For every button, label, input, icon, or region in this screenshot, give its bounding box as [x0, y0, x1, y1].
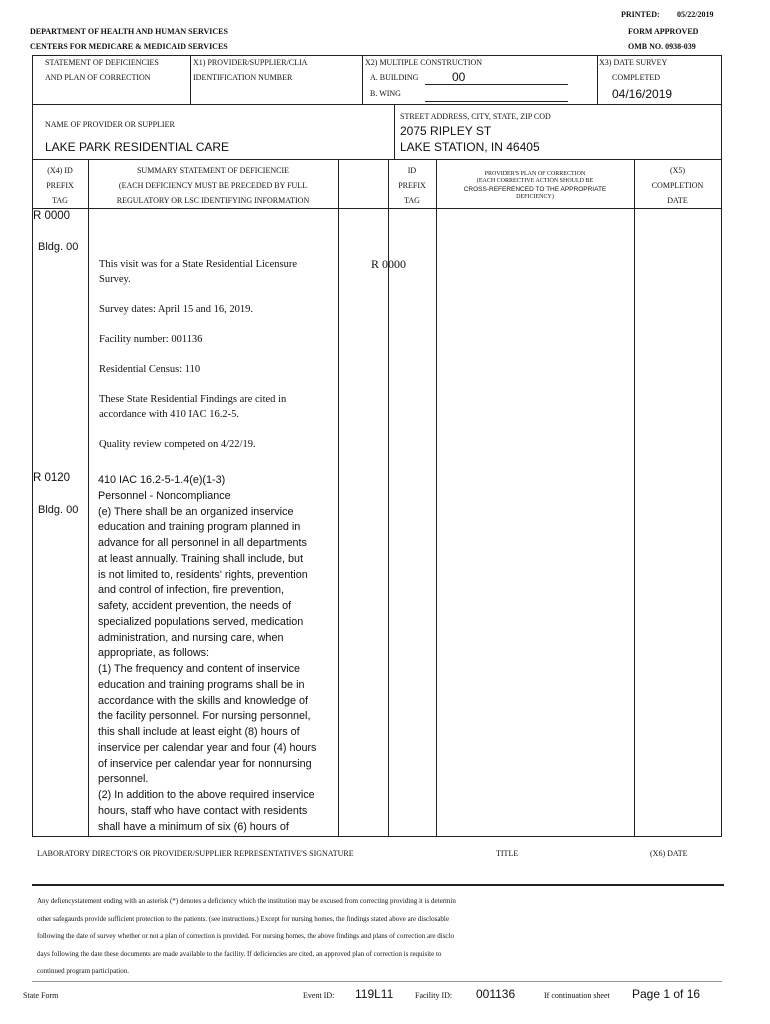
title-label: TITLE: [496, 849, 519, 858]
rule: [32, 208, 722, 209]
rule: [190, 55, 191, 105]
state-form-label: State Form: [23, 991, 59, 1000]
page-number: Page 1 of 16: [632, 987, 701, 1001]
provider-name-label: NAME OF PROVIDER OR SUPPLIER: [45, 120, 175, 129]
building-underline: [425, 84, 568, 85]
footnote-line: following the date of survey whether or not a plan of correction is provided. For nursing homes, the above findings and plans of correction are disclo: [37, 932, 454, 940]
x5-label-2: COMPLETION: [651, 181, 704, 190]
printed-label: PRINTED:: [621, 10, 660, 19]
signature-label: LABORATORY DIRECTOR'S OR PROVIDER/SUPPLIER REPRESENTATIVE'S SIGNATURE: [37, 849, 354, 858]
x3-label-1: X3) DATE SURVEY: [599, 58, 668, 67]
x4-label-2: PREFIX: [46, 181, 74, 190]
entry-tag-2: R 0120: [33, 472, 71, 484]
rule: [88, 159, 89, 836]
entry-text-1: This visit was for a State Residential Licensure Survey. Survey dates: April 15 and 16, 2019. Facility number: 001136 Residential Census: 110 These State Residential Findings are cited in accordance with 410 IAC 16.2-5. Quality review competed on 4/22/19.: [99, 259, 297, 450]
date-label: (X6) DATE: [650, 849, 688, 858]
footnote: [37, 893, 737, 981]
rule: [721, 55, 722, 105]
plan-label-3: CROSS-REFERENCED TO THE APPROPRIATE: [463, 186, 607, 193]
rule: [32, 55, 33, 105]
entry-right-tag-1: R 0000: [371, 257, 407, 271]
form-approved: FORM APPROVED: [628, 27, 699, 36]
rule: [721, 159, 722, 836]
id-label-3: TAG: [404, 196, 420, 205]
rule: [721, 104, 722, 160]
address-line-1: 2075 RIPLEY ST: [400, 124, 492, 138]
provider-name: LAKE PARK RESIDENTIAL CARE: [45, 140, 230, 154]
rule: [32, 836, 722, 837]
wing-label: B. WING: [370, 89, 401, 98]
plan-label-4: DEFICIENCY): [516, 194, 554, 200]
rule: [436, 159, 437, 836]
id-label-1: ID: [407, 166, 417, 175]
rule: [32, 55, 722, 56]
footnote-line: other safegaurds provide sufficient protection to the patients. (see instructions.) Except for nursing homes, the findings stated above are disclosable: [37, 914, 449, 923]
rule: [32, 104, 722, 105]
rule: [362, 55, 363, 105]
plan-label-2: (EACH CORRECTIVE ACTION SHOULD BE: [476, 178, 594, 184]
cms-title: CENTERS FOR MEDICARE & MEDICAID SERVICES: [30, 42, 228, 51]
x4-label-1: (X4) ID: [47, 166, 73, 175]
id-label-2: PREFIX: [398, 181, 426, 190]
address-label: STREET ADDRESS, CITY, STATE, ZIP COD: [400, 112, 551, 121]
rule: [32, 159, 33, 836]
statement-label-1: STATEMENT OF DEFICIENCIES: [45, 58, 159, 67]
summary-label-1: SUMMARY STATEMENT OF DEFICIENCIE: [136, 166, 290, 175]
entry-tag-1: R 0000: [33, 210, 71, 222]
x2-label: X2) MULTIPLE CONSTRUCTION: [365, 58, 483, 67]
wing-underline: [425, 101, 568, 102]
address-line-2: LAKE STATION, IN 46405: [400, 140, 540, 154]
statement-label-2: AND PLAN OF CORRECTION: [45, 73, 151, 82]
rule: [597, 55, 598, 105]
entry-building-1: Bldg. 00: [38, 241, 79, 253]
continuation-label: If continuation sheet: [544, 991, 610, 1000]
signature-bottom-rule: [32, 884, 724, 886]
plan-label-1: PROVIDER'S PLAN OF CORRECTION: [484, 171, 586, 177]
entry-text-2: 410 IAC 16.2-5-1.4(e)(1-3) Personnel - Noncompliance (e) There shall be an organized inservice education and training program planned in advance for all personnel in all departments at least annually. Training shall include, but is not limited to, residents' rights, prevention and control of infection, fire prevention, safety, accident prevention, the needs of specialized populations served, medication administration, and nursing care, when appropriate, as follows: (1) The frequency and content of inservice education and training programs shall be in accordance with the skills and knowledge of the facility personnel. For nursing personnel, this shall include at least eight (8) hours of inservice per calendar year and four (4) hours of inservice per calendar year for nonnursing personnel. (2) In addition to the above required inservice hours, staff who have contact with residents shall have a minimum of six (6) hours of: [98, 474, 317, 833]
x1-label-2: IDENTIFICATION NUMBER: [193, 73, 293, 82]
event-id-value: 119L11: [355, 987, 394, 1001]
rule: [394, 104, 395, 160]
building-label: A. BUILDING: [370, 73, 419, 82]
x4-label-3: TAG: [52, 196, 68, 205]
x3-label-2: COMPLETED: [612, 73, 660, 82]
rule: [338, 159, 339, 836]
facility-id-value: 001136: [476, 987, 516, 1001]
building-value: 00: [452, 70, 466, 84]
event-id-label: Event ID:: [303, 991, 335, 1000]
omb-number: OMB NO. 0938-039: [628, 42, 696, 51]
department-title: DEPARTMENT OF HEALTH AND HUMAN SERVICES: [30, 27, 228, 36]
rule: [32, 159, 722, 160]
footnote-line: days following the date these documents are made available to the facility. If deficiencies are cited, an approved plan of correction is requisite to: [37, 949, 442, 958]
x1-label-1: X1) PROVIDER/SUPPLIER/CLIA: [193, 58, 308, 67]
footnote-line: continued program participation.: [37, 967, 129, 975]
summary-label-2: (EACH DEFICIENCY MUST BE PRECEDED BY FULL: [118, 181, 308, 190]
entry-building-2: Bldg. 00: [38, 504, 79, 516]
survey-completed-date: 04/16/2019: [612, 87, 673, 101]
printed-date: 05/22/2019: [677, 10, 714, 19]
rule: [32, 104, 33, 160]
x5-label-3: DATE: [667, 196, 688, 205]
rule: [634, 159, 635, 836]
x5-label-1: (X5): [669, 166, 686, 175]
summary-label-3: REGULATORY OR LSC IDENTIFYING INFORMATION: [116, 196, 310, 205]
footnote-line: Any defiencystatement ending with an asterisk (*) denotes a deficiency which the institution may be excused from correcting providing it is determin: [37, 897, 456, 905]
facility-id-label: Facility ID:: [415, 991, 453, 1000]
footer-rule: [32, 981, 722, 982]
